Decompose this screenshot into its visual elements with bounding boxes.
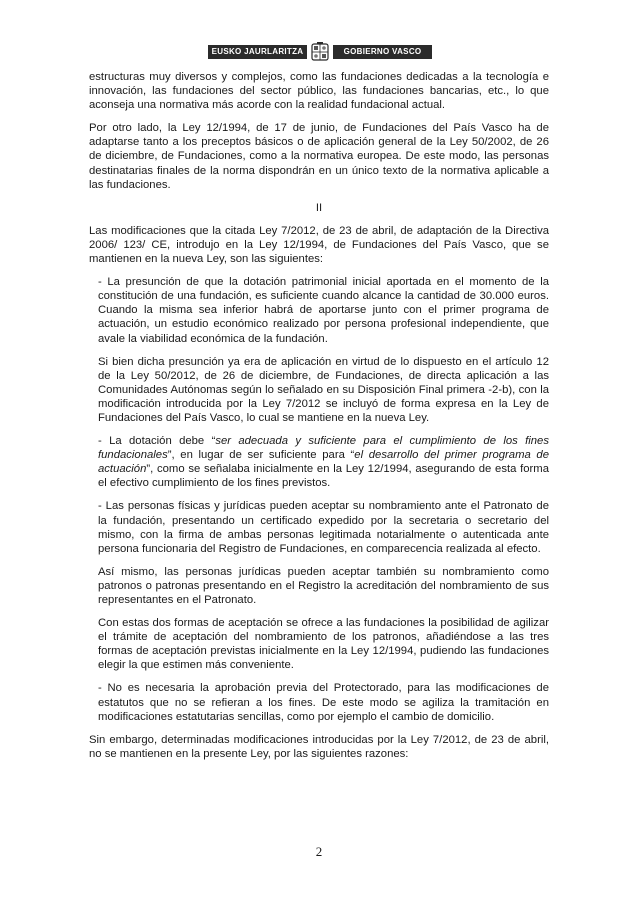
text-run: - No es necesaria la aprobación previa del Protectorado, para las modificaciones de estatutos que no se refieran a los fines. De este modo se agiliza la tramitación en modificaciones estatutarias sencillas, como por ejemplo el cambio de domicilio. xyxy=(98,682,549,723)
lead-paragraph: Las modificaciones que la citada Ley 7/2012, de 23 de abril, de adaptación de la Directiva 2006/ 123/ CE, introdujo en la Ley 12/1994, de Fundaciones del País Vasco, que se mantienen en la nueva Ley, son las siguientes: xyxy=(89,224,549,266)
closing-paragraph: Sin embargo, determinadas modificaciones introducidas por la Ley 7/2012, de 23 de abril, no se mantienen en la presente Ley, por las siguientes razones: xyxy=(89,733,549,760)
intro-paragraphs xyxy=(89,70,549,192)
page-number: 2 xyxy=(315,844,323,859)
text-run: ”, en lugar de ser suficiente para “ xyxy=(167,449,355,462)
header-right-label: GOBIERNO VASCO xyxy=(333,45,432,59)
section-numeral: II xyxy=(315,201,323,214)
text-run: - Las personas físicas y jurídicas pueden aceptar su nombramiento ante el Patronato de la fundación, presentando un certificado expedido por la secretaria o secretario del mismo, con la firma de ambas personas legitimada notarialmente o autenticada ante persona funcionaria del Registro de Fundaciones, en comparecencia realizada al efecto. xyxy=(98,500,549,555)
list-paragraph xyxy=(98,616,549,672)
list-paragraph xyxy=(98,499,549,555)
modifications-list xyxy=(98,275,549,724)
document-body xyxy=(89,70,549,770)
italic-quote: el desarrollo del primer programa de actuación xyxy=(98,449,549,476)
list-paragraph xyxy=(98,681,549,723)
text-run: - La dotación debe “ xyxy=(98,435,216,448)
basque-coat-of-arms-icon xyxy=(308,42,332,62)
text-run: - La presunción de que la dotación patrimonial inicial aportada en el momento de la constitución de una fundación, es suficiente cuando alcance la cantidad de 30.000 euros. Cuando la misma sea inferior habrá de aportarse junto con el primer programa de actuación, un estudio económico realizado por persona profesional independiente, que avale la viabilidad económica de la fundación. xyxy=(98,276,549,345)
text-run: Así mismo, las personas jurídicas pueden aceptar también su nombramiento como patronos o patronas presentando en el Registro la acreditación del nombramiento de sus representantes en el Patronato. xyxy=(98,565,549,606)
list-paragraph xyxy=(98,565,549,607)
intro-paragraph: estructuras muy diversos y complejos, como las fundaciones dedicadas a la tecnología e innovación, las fundaciones del sector público, las fundaciones bancarias, etc., lo que aconseja una normativa más acorde con la realidad fundacional actual. xyxy=(89,71,549,112)
text-run: ”, como se señalaba inicialmente en la Ley 12/1994, asegurando de esta forma el efectivo cumplimiento de los fines previstos. xyxy=(98,463,549,490)
text-run: Si bien dicha presunción ya era de aplicación en virtud de lo dispuesto en el artículo 12 de la Ley 50/2012, de 26 de diciembre, de Fundaciones, de directa aplicación a las Comunidades Autónomas según lo señalado en su Disposición Final primera -2-b), con la modificación introducida por la Ley 7/2012 se incluyó de forma expresa en la Ley de Fundaciones del País Vasco, lo cual se mantiene en la nueva Ley. xyxy=(98,355,549,424)
list-paragraph xyxy=(98,434,549,490)
italic-quote: ser adecuada y suficiente para el cumplimiento de los fines fundacionales xyxy=(98,435,549,462)
list-paragraph xyxy=(98,355,549,425)
intro-paragraph: Por otro lado, la Ley 12/1994, de 17 de junio, de Fundaciones del País Vasco ha de adaptarse tanto a los preceptos básicos o de aplicación general de la Ley 50/2002, de 26 de diciembre, de Fundaciones, como a la normativa europea. De este modo, las personas destinatarias finales de la norma dispondrán en un único texto de la normativa aplicable a las fundaciones. xyxy=(89,122,549,191)
text-run: Con estas dos formas de aceptación se ofrece a las fundaciones la posibilidad de agilizar el trámite de aceptación del nombramiento de los patronos, añadiéndose a las tres formas de aceptación previstas inicialmente en la Ley 12/1994, pudiendo las fundaciones elegir la que estimen más conveniente. xyxy=(98,617,549,672)
header-left-label: EUSKO JAURLARITZA xyxy=(208,45,307,59)
list-paragraph xyxy=(98,275,549,345)
document-header xyxy=(0,42,638,62)
